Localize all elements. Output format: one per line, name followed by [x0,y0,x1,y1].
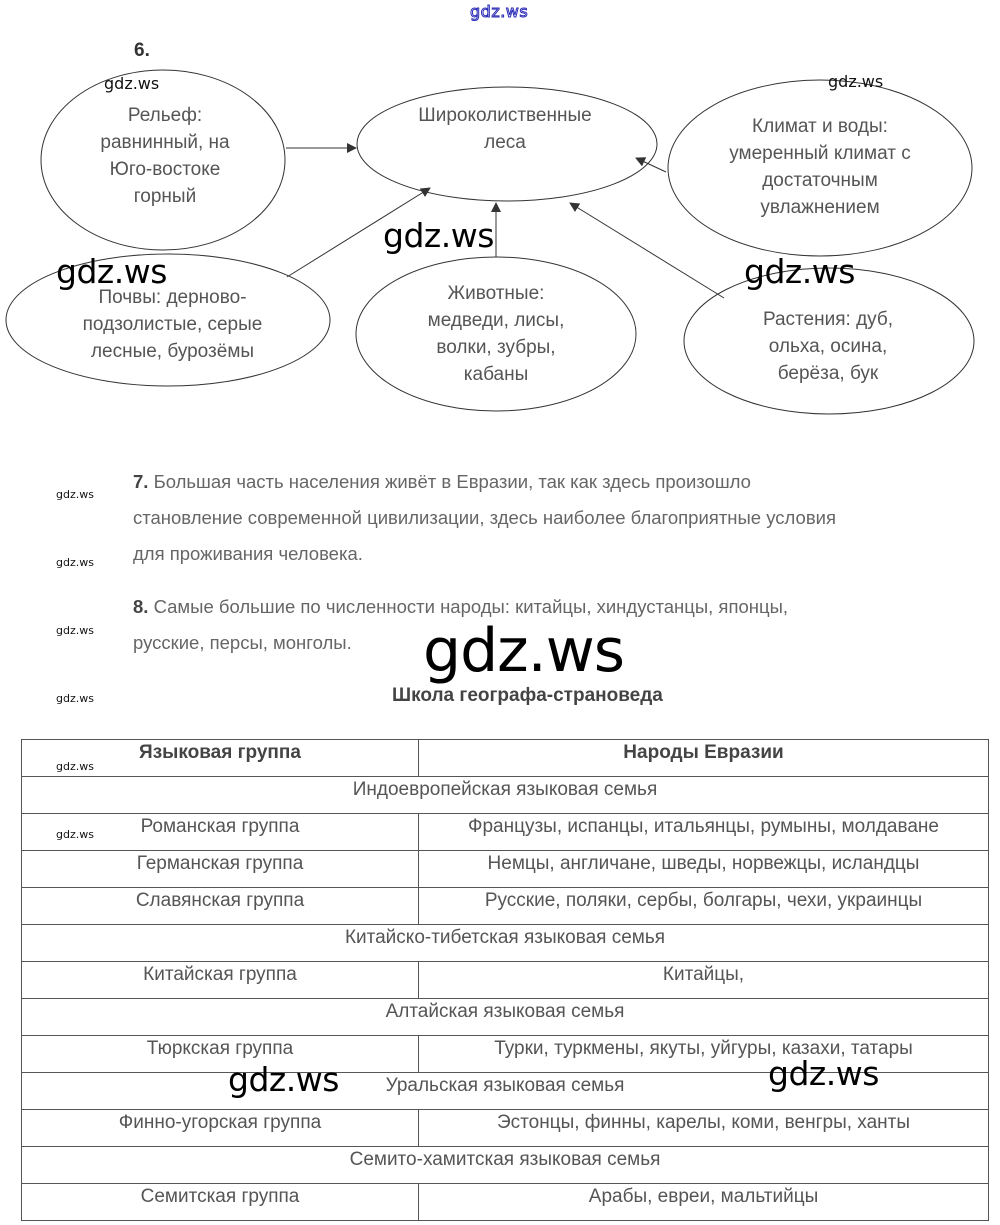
table-header-row [22,740,989,777]
node-center [380,102,630,156]
language-group-cell: Тюркская группа [22,1036,419,1073]
node-animals-line: волки, зубры, [436,337,556,358]
node-soils-line: подзолистые, серые [82,314,263,335]
language-family-cell: Алтайская языковая семья [22,999,989,1036]
node-relief [60,102,270,210]
node-plants [728,306,928,387]
watermark-top: gdz.ws [470,2,529,21]
node-animals [386,280,606,388]
language-group-cell: Семитская группа [22,1184,419,1221]
table-row [22,962,989,999]
watermark: gdz.ws [104,74,160,93]
node-soils-line: лесные, бурозёмы [90,341,255,362]
node-plants-line: Растения: дуб, [762,309,894,330]
node-plants-line: ольха, осина, [768,336,888,357]
node-soils [50,284,295,365]
header-language-group: Языковая группа [22,740,419,777]
watermark: gdz.ws [56,692,94,705]
task-8-line: русские, персы, монголы. [133,632,352,653]
watermark: gdz.ws [56,760,94,773]
node-relief-line: горный [133,186,197,207]
peoples-cell: Китайцы, [419,962,989,999]
language-family-cell: Семито-хамитская языковая семья [22,1147,989,1184]
language-family-cell: Уральская языковая семья [22,1073,989,1110]
table-family-row [22,925,989,962]
peoples-cell: Арабы, евреи, мальтийцы [419,1184,989,1221]
language-group-cell: Китайская группа [22,962,419,999]
language-group-cell: Романская группа [22,814,419,851]
watermark: gdz.ws [56,488,94,501]
peoples-cell: Русские, поляки, сербы, болгары, чехи, украинцы [419,888,989,925]
table-row [22,1110,989,1147]
peoples-cell: Эстонцы, финны, карелы, коми, венгры, ханты [419,1110,989,1147]
watermark: gdz.ws [768,1054,879,1093]
node-climate-line: умеренный климат с [729,143,911,164]
language-group-cell: Славянская группа [22,888,419,925]
task-7-number: 7. [133,471,149,492]
table-family-row [22,999,989,1036]
node-climate-line: достаточным [762,170,878,191]
node-climate-line: Климат и воды: [752,116,888,137]
table-row [22,888,989,925]
node-relief-line: равнинный, на [100,132,230,153]
language-group-cell: Германская группа [22,851,419,888]
node-animals-line: медведи, лисы, [427,310,565,331]
table-family-row [22,777,989,814]
watermark: gdz.ws [56,828,94,841]
table-row [22,814,989,851]
watermark: gdz.ws [56,556,94,569]
table-family-row [22,1147,989,1184]
table-row [22,1184,989,1221]
language-family-cell: Китайско-тибетская языковая семья [22,925,989,962]
task-7-line: Большая часть населения живёт в Евразии, так как здесь произошло [153,471,751,492]
node-relief-line: Юго-востоке [109,159,221,180]
node-animals-line: кабаны [463,364,529,385]
peoples-cell: Немцы, англичане, шведы, норвежцы, исландцы [419,851,989,888]
section-title: Школа географа-страноведа [392,685,663,706]
watermark: gdz.ws [228,1060,339,1099]
header-peoples: Народы Евразии [419,740,989,777]
node-animals-line: Животные: [447,283,545,304]
node-soils-line: Почвы: дерново- [98,287,247,308]
task-8-number: 8. [133,596,149,617]
node-relief-line: Рельеф: [127,105,203,126]
task-7-line: становление современной цивилизации, здесь наиболее благоприятные условия [133,507,836,528]
watermark: gdz.ws [56,624,94,637]
watermark: gdz.ws [383,216,494,255]
task-7-line: для проживания человека. [133,543,363,564]
node-center-line: леса [484,132,526,153]
watermark: gdz.ws [56,252,167,291]
table-row [22,851,989,888]
node-climate-line: увлажнением [760,197,880,218]
watermark: gdz.ws [828,72,884,91]
watermark: gdz.ws [744,252,855,291]
node-plants-line: берёза, бук [777,363,879,384]
peoples-cell: Турки, туркмены, якуты, уйгуры, казахи, татары [419,1036,989,1073]
task-7-paragraph [133,464,836,572]
peoples-cell: Французы, испанцы, итальянцы, румыны, молдаване [419,814,989,851]
watermark: gdz.ws [423,616,625,686]
task-6-number: 6. [134,40,150,61]
language-family-cell: Индоевропейская языковая семья [22,777,989,814]
node-climate [690,113,950,221]
language-groups-table [21,739,989,1221]
node-center-line: Широколиственные [418,105,592,126]
task-8-line: Самые большие по численности народы: китайцы, хиндустанцы, японцы, [153,596,789,617]
language-group-cell: Финно-угорская группа [22,1110,419,1147]
